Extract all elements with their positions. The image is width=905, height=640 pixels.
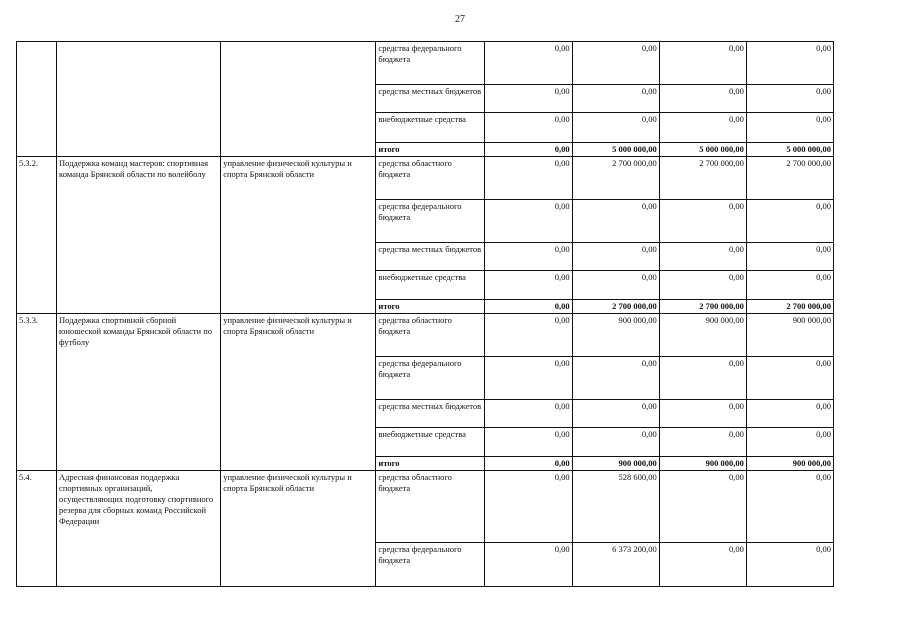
value-cell: 2 700 000,00 bbox=[572, 157, 659, 200]
item-code-cell: 5.4. bbox=[17, 471, 57, 587]
item-name-cell: Поддержка команд мастеров: спортивная команда Брянской области по волейболу bbox=[57, 157, 221, 314]
value-cell: 0,00 bbox=[746, 85, 833, 113]
value-cell: 0,00 bbox=[746, 42, 833, 85]
source-label: средства федерального бюджета bbox=[376, 42, 484, 85]
item-executor-cell: управление физической культуры и спорта Брянской области bbox=[221, 314, 376, 471]
value-cell: 0,00 bbox=[746, 471, 833, 543]
value-cell: 0,00 bbox=[572, 200, 659, 243]
source-label: итого bbox=[376, 457, 484, 471]
value-cell: 0,00 bbox=[659, 543, 746, 587]
value-cell: 0,00 bbox=[659, 85, 746, 113]
value-cell: 0,00 bbox=[484, 457, 572, 471]
value-cell: 528 600,00 bbox=[572, 471, 659, 543]
value-cell: 0,00 bbox=[484, 400, 572, 428]
value-cell: 5 000 000,00 bbox=[572, 143, 659, 157]
value-cell: 0,00 bbox=[484, 113, 572, 143]
source-label: средства областного бюджета bbox=[376, 314, 484, 357]
value-cell: 0,00 bbox=[659, 42, 746, 85]
item-executor-cell bbox=[221, 42, 376, 157]
value-cell: 5 000 000,00 bbox=[746, 143, 833, 157]
table-row bbox=[17, 157, 834, 200]
value-cell: 0,00 bbox=[572, 85, 659, 113]
source-label: итого bbox=[376, 300, 484, 314]
source-label: итого bbox=[376, 143, 484, 157]
value-cell: 900 000,00 bbox=[572, 314, 659, 357]
source-label: внебюджетные средства bbox=[376, 271, 484, 300]
table-row bbox=[17, 42, 834, 85]
value-cell: 0,00 bbox=[659, 200, 746, 243]
item-code-cell bbox=[17, 42, 57, 157]
value-cell: 0,00 bbox=[484, 200, 572, 243]
value-cell: 2 700 000,00 bbox=[659, 157, 746, 200]
value-cell: 2 700 000,00 bbox=[659, 300, 746, 314]
value-cell: 0,00 bbox=[659, 471, 746, 543]
value-cell: 0,00 bbox=[484, 300, 572, 314]
source-label: внебюджетные средства bbox=[376, 113, 484, 143]
value-cell: 900 000,00 bbox=[572, 457, 659, 471]
value-cell: 0,00 bbox=[484, 243, 572, 271]
table-row bbox=[17, 471, 834, 543]
source-label: средства федерального бюджета bbox=[376, 357, 484, 400]
item-name-cell: Поддержка спортивной сборной юношеской команды Брянской области по футболу bbox=[57, 314, 221, 471]
source-label: средства федерального бюджета bbox=[376, 543, 484, 587]
value-cell: 0,00 bbox=[746, 357, 833, 400]
source-label: средства местных бюджетов bbox=[376, 85, 484, 113]
value-cell: 0,00 bbox=[484, 157, 572, 200]
value-cell: 0,00 bbox=[746, 271, 833, 300]
item-executor-cell: управление физической культуры и спорта Брянской области bbox=[221, 471, 376, 587]
value-cell: 2 700 000,00 bbox=[746, 300, 833, 314]
value-cell: 900 000,00 bbox=[659, 314, 746, 357]
value-cell: 0,00 bbox=[572, 113, 659, 143]
value-cell: 0,00 bbox=[484, 85, 572, 113]
value-cell: 900 000,00 bbox=[746, 314, 833, 357]
value-cell: 0,00 bbox=[572, 428, 659, 457]
value-cell: 0,00 bbox=[484, 471, 572, 543]
value-cell: 0,00 bbox=[484, 314, 572, 357]
value-cell: 0,00 bbox=[572, 271, 659, 300]
value-cell: 0,00 bbox=[572, 243, 659, 271]
value-cell: 0,00 bbox=[746, 200, 833, 243]
page-number: 27 bbox=[455, 14, 465, 25]
value-cell: 0,00 bbox=[484, 42, 572, 85]
value-cell: 2 700 000,00 bbox=[746, 157, 833, 200]
value-cell: 900 000,00 bbox=[659, 457, 746, 471]
value-cell: 900 000,00 bbox=[746, 457, 833, 471]
value-cell: 0,00 bbox=[484, 357, 572, 400]
value-cell: 2 700 000,00 bbox=[572, 300, 659, 314]
source-label: внебюджетные средства bbox=[376, 428, 484, 457]
source-label: средства областного бюджета bbox=[376, 471, 484, 543]
item-name-cell bbox=[57, 42, 221, 157]
value-cell: 0,00 bbox=[746, 543, 833, 587]
value-cell: 5 000 000,00 bbox=[659, 143, 746, 157]
source-label: средства областного бюджета bbox=[376, 157, 484, 200]
value-cell: 0,00 bbox=[659, 357, 746, 400]
value-cell: 0,00 bbox=[659, 400, 746, 428]
value-cell: 0,00 bbox=[746, 400, 833, 428]
value-cell: 0,00 bbox=[659, 243, 746, 271]
value-cell: 0,00 bbox=[572, 42, 659, 85]
value-cell: 0,00 bbox=[484, 271, 572, 300]
value-cell: 0,00 bbox=[484, 428, 572, 457]
value-cell: 0,00 bbox=[484, 543, 572, 587]
value-cell: 0,00 bbox=[484, 143, 572, 157]
budget-table bbox=[16, 41, 834, 587]
value-cell: 0,00 bbox=[746, 113, 833, 143]
value-cell: 0,00 bbox=[572, 400, 659, 428]
item-name-cell: Адресная финансовая поддержка спортивных организаций, осуществляющих подготовку спортивного резерва для сборных команд Российской Федерации bbox=[57, 471, 221, 587]
table-row bbox=[17, 314, 834, 357]
value-cell: 0,00 bbox=[746, 243, 833, 271]
source-label: средства федерального бюджета bbox=[376, 200, 484, 243]
value-cell: 0,00 bbox=[659, 428, 746, 457]
value-cell: 6 373 200,00 bbox=[572, 543, 659, 587]
source-label: средства местных бюджетов bbox=[376, 243, 484, 271]
item-code-cell: 5.3.2. bbox=[17, 157, 57, 314]
value-cell: 0,00 bbox=[659, 271, 746, 300]
item-code-cell: 5.3.3. bbox=[17, 314, 57, 471]
item-executor-cell: управление физической культуры и спорта Брянской области bbox=[221, 157, 376, 314]
source-label: средства местных бюджетов bbox=[376, 400, 484, 428]
value-cell: 0,00 bbox=[659, 113, 746, 143]
value-cell: 0,00 bbox=[746, 428, 833, 457]
value-cell: 0,00 bbox=[572, 357, 659, 400]
